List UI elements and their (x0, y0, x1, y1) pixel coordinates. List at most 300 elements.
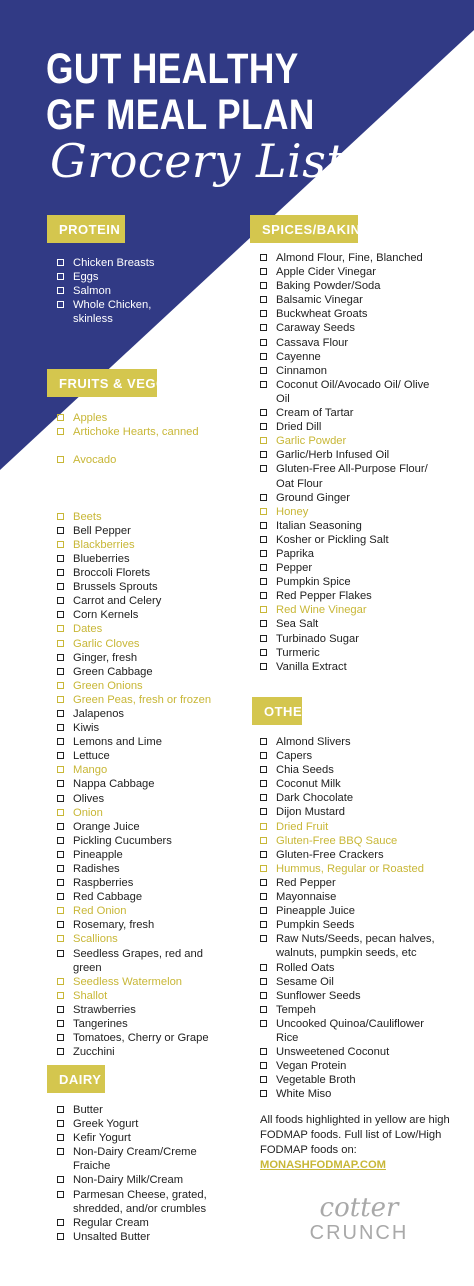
item-label: Pumpkin Spice (276, 576, 351, 589)
checkbox-icon[interactable] (57, 950, 64, 957)
protein-heading: PROTEIN (47, 215, 125, 243)
list-item (260, 1003, 441, 1017)
checkbox-icon[interactable] (260, 1076, 267, 1083)
checkbox-icon[interactable] (57, 809, 64, 816)
list-item (260, 603, 436, 617)
item-label: Apple Cider Vinegar (276, 266, 376, 279)
checkbox-icon[interactable] (260, 508, 267, 515)
item-label: Non-Dairy Milk/Cream (73, 1174, 184, 1187)
checkbox-icon[interactable] (260, 451, 267, 458)
list-item (260, 364, 436, 378)
checkbox-icon[interactable] (260, 268, 267, 275)
checkbox-icon[interactable] (57, 1134, 64, 1141)
logo-bottom-text: CRUNCH (309, 1222, 409, 1244)
checkbox-icon[interactable] (260, 606, 267, 613)
item-label: Uncooked Quinoa/Cauliflower Rice (276, 1017, 425, 1044)
item-label: Coconut Oil/Avocado Oil/ Olive Oil (276, 378, 430, 405)
item-label: Carrot and Celery (73, 595, 162, 608)
checkbox-icon[interactable] (57, 668, 64, 675)
checkbox-icon[interactable] (57, 470, 64, 477)
list-item (260, 646, 436, 660)
checkbox-icon[interactable] (57, 1006, 64, 1013)
checkbox-icon[interactable] (57, 879, 64, 886)
checkbox-icon[interactable] (260, 649, 267, 656)
list-item (260, 1059, 441, 1073)
checkbox-icon[interactable] (260, 766, 267, 773)
checkbox-icon[interactable] (57, 752, 64, 759)
item-label: Radishes (73, 863, 120, 875)
list-item (57, 947, 233, 975)
list-item (260, 293, 436, 307)
list-item (57, 834, 233, 848)
item-label: Ginger, fresh (73, 651, 138, 664)
list-item (260, 904, 441, 918)
checkbox-icon[interactable] (57, 1020, 64, 1027)
list-item (57, 1045, 233, 1059)
checkbox-icon[interactable] (57, 456, 64, 463)
item-label: Dates (73, 623, 103, 636)
item-label: Rosemary, fresh (73, 919, 155, 932)
item-label: Brussels Sprouts (73, 581, 158, 594)
list-item (57, 707, 233, 721)
item-label: Dried Fruit (276, 820, 329, 833)
item-label: Eggs (73, 271, 99, 284)
checkbox-icon[interactable] (260, 465, 267, 472)
list-item (57, 566, 233, 580)
checkbox-icon[interactable] (260, 254, 267, 261)
list-item (260, 251, 436, 265)
checkbox-icon[interactable] (57, 259, 64, 266)
item-label: Unsalted Butter (73, 1230, 151, 1243)
list-item (260, 434, 436, 448)
list-item (57, 820, 233, 834)
item-label: Tangerines (73, 1018, 128, 1031)
list-item (260, 763, 441, 777)
list-item (260, 378, 436, 406)
item-label: Lettuce (73, 750, 110, 763)
list-item (260, 491, 436, 505)
item-label: Sunflower Seeds (276, 989, 361, 1002)
checkbox-icon[interactable] (260, 578, 267, 585)
checkbox-icon[interactable] (260, 851, 267, 858)
list-item (260, 735, 441, 749)
list-item (57, 1145, 218, 1173)
checkbox-icon[interactable] (57, 978, 64, 985)
item-label: Kiwis (73, 722, 100, 735)
item-label: Garlic Cloves (73, 637, 140, 650)
list-item (260, 462, 436, 490)
list-item (57, 608, 233, 622)
checkbox-icon[interactable] (260, 494, 267, 501)
dairy-heading: DAIRY (47, 1065, 105, 1093)
list-item (57, 1173, 218, 1187)
checkbox-icon[interactable] (57, 823, 64, 830)
checkbox-icon[interactable] (260, 752, 267, 759)
checkbox-icon[interactable] (260, 865, 267, 872)
checkbox-icon[interactable] (260, 780, 267, 787)
list-item (57, 637, 233, 651)
item-label: Cream of Tartar (276, 407, 354, 420)
item-label: Seedless Grapes, red and green (73, 947, 203, 974)
checkbox-icon[interactable] (260, 437, 267, 444)
checkbox-icon[interactable] (57, 921, 64, 928)
checkbox-icon[interactable] (260, 794, 267, 801)
list-item (57, 453, 233, 467)
checkbox-icon[interactable] (57, 442, 64, 449)
checkbox-icon[interactable] (57, 935, 64, 942)
list-item (260, 834, 441, 848)
list-item (260, 848, 441, 862)
list-item (260, 777, 441, 791)
checkbox-icon[interactable] (57, 992, 64, 999)
checkbox-icon[interactable] (57, 513, 64, 520)
item-label: Green Onions (73, 679, 143, 692)
checkbox-icon[interactable] (57, 696, 64, 703)
item-label: Pepper (276, 562, 313, 575)
item-label: Pickling Cucumbers (73, 834, 172, 847)
checkbox-icon[interactable] (260, 536, 267, 543)
item-label: Buckwheat Groats (276, 308, 368, 321)
item-label: Dried Dill (276, 421, 322, 434)
item-label: Chia Seeds (276, 764, 334, 777)
checkbox-icon[interactable] (260, 282, 267, 289)
list-item (57, 298, 169, 326)
list-item (57, 1230, 218, 1244)
checkbox-icon[interactable] (57, 541, 64, 548)
checkbox-icon[interactable] (57, 611, 64, 618)
checkbox-icon[interactable] (260, 921, 267, 928)
checkbox-icon[interactable] (260, 296, 267, 303)
item-label: Vegan Protein (276, 1060, 347, 1073)
item-label: Apples (73, 412, 108, 424)
checkbox-icon[interactable] (260, 1048, 267, 1055)
checkbox-icon[interactable] (57, 555, 64, 562)
checkbox-icon[interactable] (260, 367, 267, 374)
list-item (260, 660, 436, 674)
list-item (57, 890, 233, 904)
list-item (260, 805, 441, 819)
list-item (57, 1216, 218, 1230)
item-label: Ground Ginger (276, 491, 351, 504)
list-item (57, 777, 233, 791)
item-label: Vegetable Broth (276, 1074, 356, 1087)
checkbox-icon[interactable] (57, 273, 64, 280)
item-label: Red Pepper Flakes (276, 590, 372, 603)
checkbox-icon[interactable] (57, 569, 64, 576)
checkbox-icon[interactable] (260, 564, 267, 571)
list-item (260, 975, 441, 989)
checkbox-icon[interactable] (260, 738, 267, 745)
checkbox-icon[interactable] (57, 724, 64, 731)
item-label: Green Cabbage (73, 665, 153, 678)
list-item (260, 632, 436, 646)
item-label: Pineapple Juice (276, 905, 355, 918)
checkbox-icon[interactable] (57, 428, 64, 435)
list-item (57, 665, 233, 679)
list-item (260, 336, 436, 350)
item-label: Italian Seasoning (276, 519, 362, 532)
checkbox-icon[interactable] (57, 837, 64, 844)
list-item (260, 1073, 441, 1087)
checkbox-icon[interactable] (260, 808, 267, 815)
list-item (260, 533, 436, 547)
checkbox-icon[interactable] (260, 823, 267, 830)
list-item (260, 406, 436, 420)
item-label: Blackberries (73, 538, 135, 551)
list-item (260, 265, 436, 279)
item-label: Red Cabbage (73, 891, 143, 904)
list-item (57, 679, 233, 693)
item-label: Orange Juice (73, 820, 140, 833)
list-item (260, 505, 436, 519)
checkbox-icon[interactable] (57, 795, 64, 802)
list-item (260, 1087, 441, 1101)
spices-baking-list (260, 251, 460, 674)
list-item (57, 284, 169, 298)
list-item (57, 552, 233, 566)
checkbox-icon[interactable] (57, 865, 64, 872)
item-label: Tempeh (276, 1003, 316, 1016)
checkbox-icon[interactable] (57, 597, 64, 604)
list-item (57, 975, 233, 989)
monash-link[interactable]: MONASHFODMAP.COM (260, 1159, 386, 1171)
item-label: Fresh herbs - Cilantro, Mint, Basil, Parsley (73, 482, 212, 509)
checkbox-icon[interactable] (57, 738, 64, 745)
list-item (57, 425, 233, 439)
item-label: Sea Salt (276, 618, 319, 631)
item-label: Unsweetened Coconut (276, 1046, 390, 1059)
list-item (260, 307, 436, 321)
item-label: Nappa Cabbage (73, 778, 155, 791)
checkbox-icon[interactable] (260, 1020, 267, 1027)
item-label: Hummus, Regular or Roasted (276, 862, 424, 875)
checkbox-icon[interactable] (57, 583, 64, 590)
item-label: Rolled Oats (276, 961, 335, 974)
item-label: Blueberries (73, 552, 130, 565)
list-item (57, 270, 169, 284)
item-label: Shallot (73, 989, 108, 1002)
list-item (57, 848, 233, 862)
checkbox-icon[interactable] (260, 879, 267, 886)
checkbox-icon[interactable] (57, 1048, 64, 1055)
checkbox-icon[interactable] (57, 907, 64, 914)
list-item (260, 589, 436, 603)
list-item (57, 1131, 218, 1145)
item-label: Whole Chicken, skinless (73, 299, 152, 326)
checkbox-icon[interactable] (260, 550, 267, 557)
checkbox-icon[interactable] (57, 682, 64, 689)
checkbox-icon[interactable] (57, 1176, 64, 1183)
item-label: Capers (276, 750, 313, 763)
list-item (260, 918, 441, 932)
list-item (57, 580, 233, 594)
item-label: Broccoli Florets (73, 567, 151, 580)
list-item (260, 420, 436, 434)
checkbox-icon[interactable] (260, 353, 267, 360)
checkbox-icon[interactable] (57, 1120, 64, 1127)
item-label: Cinnamon (276, 364, 327, 377)
list-item (260, 876, 441, 890)
checkbox-icon[interactable] (260, 310, 267, 317)
checkbox-icon[interactable] (57, 484, 64, 491)
list-item (260, 749, 441, 763)
checkbox-icon[interactable] (260, 635, 267, 642)
item-label: Gluten-Free All-Purpose Flour/ Oat Flour (276, 463, 428, 490)
checkbox-icon[interactable] (260, 837, 267, 844)
item-label: Caraway Seeds (276, 322, 355, 335)
item-label: Mango (73, 764, 108, 777)
item-label: Zucchini (73, 1046, 115, 1059)
checkbox-icon[interactable] (57, 1034, 64, 1041)
item-label: Raspberries (73, 877, 134, 890)
checkbox-icon[interactable] (57, 301, 64, 308)
item-label: Jalapenos (73, 707, 125, 720)
checkbox-icon[interactable] (260, 935, 267, 942)
checkbox-icon[interactable] (260, 339, 267, 346)
list-item (57, 918, 233, 932)
item-label: Regular Cream (73, 1216, 149, 1229)
list-item (57, 594, 233, 608)
item-label: Scallions (73, 933, 118, 946)
item-label: Almond Slivers (276, 736, 351, 748)
checkbox-icon[interactable] (260, 324, 267, 331)
list-item (57, 763, 233, 777)
list-item (57, 1117, 218, 1131)
checkbox-icon[interactable] (57, 893, 64, 900)
item-label: Baby Spinach (73, 468, 143, 481)
fruits-veggies-heading: FRUITS & VEGGIES (47, 369, 157, 397)
list-item (260, 448, 436, 462)
item-label: Sesame Oil (276, 975, 334, 988)
item-label: Paprika (276, 547, 314, 560)
item-label: Chicken Breasts (73, 257, 155, 269)
list-item (57, 862, 233, 876)
item-label: Bell Pepper (73, 524, 131, 537)
checkbox-icon[interactable] (260, 1006, 267, 1013)
list-item (260, 575, 436, 589)
item-label: Coconut Milk (276, 778, 341, 791)
item-label: Strawberries (73, 1003, 136, 1016)
checkbox-icon[interactable] (57, 1233, 64, 1240)
list-item (57, 1017, 233, 1031)
checkbox-icon[interactable] (57, 710, 64, 717)
cotter-crunch-logo (304, 1194, 414, 1244)
list-item (57, 806, 233, 820)
checkbox-icon[interactable] (57, 1191, 64, 1198)
checkbox-icon[interactable] (57, 654, 64, 661)
list-item (57, 1031, 233, 1045)
checkbox-icon[interactable] (260, 423, 267, 430)
list-item (260, 1045, 441, 1059)
list-item (260, 961, 441, 975)
item-label: Baking Powder/Soda (276, 280, 381, 293)
list-item (57, 1103, 218, 1117)
item-label: Greek Yogurt (73, 1118, 139, 1131)
checkbox-icon[interactable] (260, 1062, 267, 1069)
checkbox-icon[interactable] (260, 1090, 267, 1097)
checkbox-icon[interactable] (260, 992, 267, 999)
title-line-1: GUT HEALTHY (46, 45, 299, 93)
checkbox-icon[interactable] (57, 625, 64, 632)
list-item (57, 749, 233, 763)
other-heading: OTHER (252, 697, 302, 725)
list-item (57, 1003, 233, 1017)
item-label: Butter (73, 1104, 103, 1116)
item-label: Salmon (73, 285, 111, 298)
item-label: Dijon Mustard (276, 806, 346, 819)
list-item (57, 693, 233, 707)
checkbox-icon[interactable] (260, 620, 267, 627)
list-item (57, 721, 233, 735)
list-item (57, 735, 233, 749)
checkbox-icon[interactable] (57, 780, 64, 787)
checkbox-icon[interactable] (260, 381, 267, 388)
list-item (260, 890, 441, 904)
item-label: Pumpkin Seeds (276, 919, 355, 932)
item-label: Turmeric (276, 646, 320, 659)
item-label: Red Onion (73, 905, 127, 918)
item-label: Asparagus (73, 440, 127, 453)
list-item (260, 350, 436, 364)
checkbox-icon[interactable] (57, 640, 64, 647)
checkbox-icon[interactable] (57, 1148, 64, 1155)
list-item (260, 791, 441, 805)
checkbox-icon[interactable] (260, 964, 267, 971)
list-item (57, 411, 233, 425)
item-label: Kefir Yogurt (73, 1132, 131, 1145)
item-label: Balsamic Vinegar (276, 294, 363, 307)
list-item (260, 561, 436, 575)
item-label: Gluten-Free Crackers (276, 848, 384, 861)
checkbox-icon[interactable] (260, 978, 267, 985)
list-item (260, 1017, 441, 1045)
list-item (260, 617, 436, 631)
protein-list (57, 256, 177, 326)
item-label: Lemons and Lime (73, 736, 162, 749)
list-item (260, 862, 441, 876)
title-line-2: GF MEAL PLAN (46, 91, 315, 139)
list-item (57, 481, 233, 509)
checkbox-icon[interactable] (260, 893, 267, 900)
checkbox-icon[interactable] (260, 522, 267, 529)
list-item (57, 510, 233, 524)
list-item (57, 876, 233, 890)
title-script: Grocery List (50, 134, 346, 188)
checkbox-icon[interactable] (260, 663, 267, 670)
item-label: Corn Kernels (73, 609, 139, 622)
list-item (260, 519, 436, 533)
checkbox-icon[interactable] (260, 409, 267, 416)
logo-top-text: cotter (319, 1193, 399, 1223)
checkbox-icon[interactable] (57, 766, 64, 773)
checkbox-icon[interactable] (57, 1106, 64, 1113)
list-item (57, 524, 233, 538)
item-label: Cayenne (276, 350, 321, 363)
list-item (57, 932, 233, 946)
checkbox-icon[interactable] (57, 527, 64, 534)
checkbox-icon[interactable] (260, 907, 267, 914)
checkbox-icon[interactable] (57, 414, 64, 421)
checkbox-icon[interactable] (260, 592, 267, 599)
checkbox-icon[interactable] (57, 1219, 64, 1226)
checkbox-icon[interactable] (57, 287, 64, 294)
item-label: Parmesan Cheese, grated, shredded, and/or crumbles (73, 1188, 207, 1215)
checkbox-icon[interactable] (57, 851, 64, 858)
fruits-veggies-list (57, 411, 257, 1059)
list-item (260, 547, 436, 561)
item-label: Beets (73, 510, 102, 523)
list-item (57, 904, 233, 918)
